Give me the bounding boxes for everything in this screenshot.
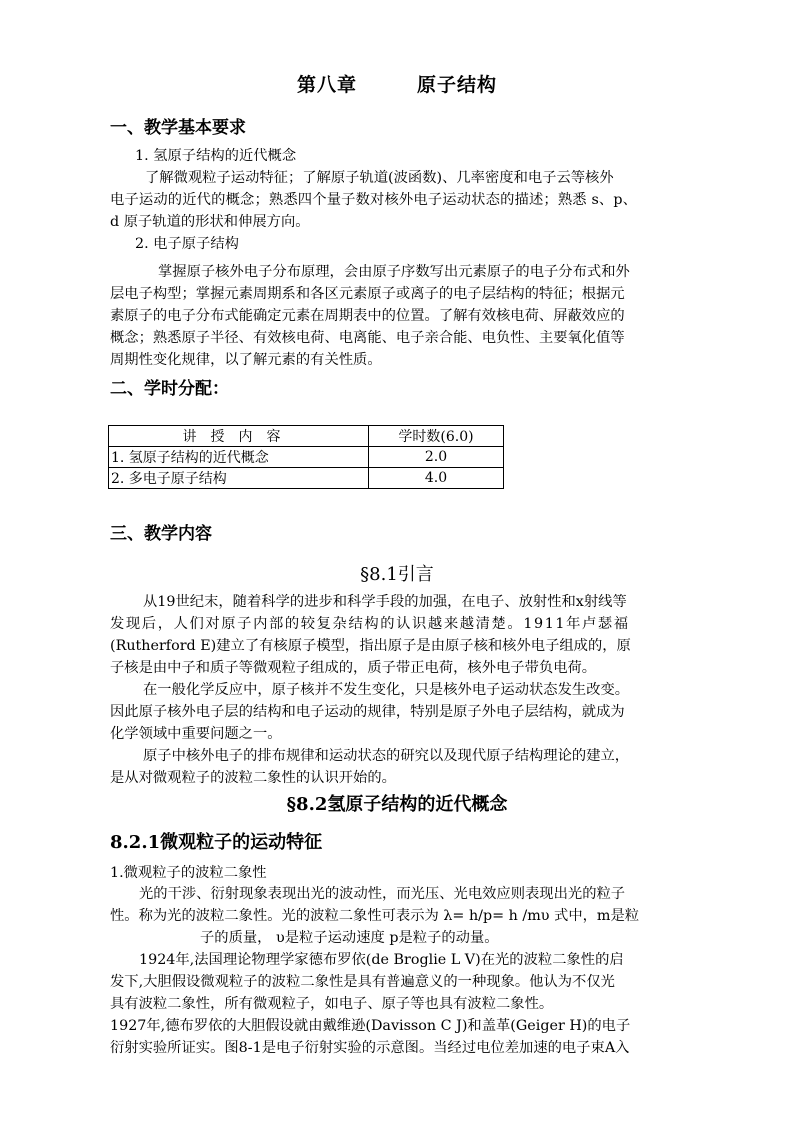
requirement-item-2-line: 层电子构型；掌握元素周期系和各区元素原子或离子的电子层结构的特征；根据元 xyxy=(110,286,625,302)
requirement-item-2-title: 2. 电子原子结构 xyxy=(135,236,239,252)
table-header-cell: 学时数(6.0) xyxy=(369,426,504,447)
intro-line: 化学领域中重要问题之一。 xyxy=(110,726,282,742)
subsection-8-2-1-title: 8.2.1微观粒子的运动特征 xyxy=(110,832,323,853)
table-row xyxy=(109,447,504,468)
chapter-number: 第八章 xyxy=(296,74,357,96)
section-8-2-title: §8.2氢原子结构的近代概念 xyxy=(286,794,508,815)
wave-particle-line: 性。称为光的波粒二象性。光的波粒二象性可表示为 λ= h/p= h /mυ 式中，m是粒 xyxy=(110,908,640,924)
intro-line: 发现后，人们对原子内部的较复杂结构的认识越来越清楚。1911年卢瑟福 xyxy=(110,616,630,632)
table-cell: 2.0 xyxy=(369,447,504,468)
intro-line: 是从对微观粒子的波粒二象性的认识开始的。 xyxy=(110,770,396,786)
intro-line: 在一般化学反应中，原子核并不发生变化，只是核外电子运动状态发生改变。 xyxy=(143,682,630,698)
wave-particle-title: 1.微观粒子的波粒二象性 xyxy=(110,865,267,881)
table-row xyxy=(109,468,504,489)
wave-particle-line: 具有波粒二象性，所有微观粒子，如电子、原子等也具有波粒二象性。 xyxy=(110,996,554,1012)
chapter-name: 原子结构 xyxy=(417,74,498,96)
wave-particle-line: 衍射实验所证实。图8-1是电子衍射实验的示意图。当经过电位差加速的电子束A入 xyxy=(110,1040,630,1056)
chapter-title xyxy=(0,70,794,97)
requirement-item-1-line: 电子运动的近代的概念；熟悉四个量子数对核外电子运动状态的描述；熟悉 s、p、 xyxy=(110,192,638,208)
wave-particle-line: 1927年,德布罗依的大胆假设就由戴维逊(Davisson C J)和盖革(Geiger H)的电子 xyxy=(110,1018,631,1034)
section-heading-requirements: 一、教学基本要求 xyxy=(110,118,246,138)
intro-line: 子核是由中子和质子等微观粒子组成的，质子带正电荷，核外电子带负电荷。 xyxy=(110,660,597,676)
requirement-item-1-line: d 原子轨道的形状和伸展方向。 xyxy=(110,214,310,230)
requirement-item-2-line: 素原子的电子分布式能确定元素在周期表中的位置。了解有效核电荷、屏蔽效应的 xyxy=(110,308,625,324)
wave-particle-line: 光的干涉、衍射现象表现出光的波动性，而光压、光电效应则表现出光的粒子 xyxy=(139,886,626,902)
table-cell: 2. 多电子原子结构 xyxy=(109,468,369,489)
hours-table xyxy=(108,425,504,489)
wave-particle-line: 子的质量， υ是粒子运动速度 p是粒子的动量。 xyxy=(200,930,499,946)
section-heading-content: 三、教学内容 xyxy=(110,524,212,544)
requirement-item-1-line: 了解微观粒子运动特征；了解原子轨道(波函数)、几率密度和电子云等核外 xyxy=(145,170,614,186)
wave-particle-line: 发下,大胆假设微观粒子的波粒二象性是具有普遍意义的一种现象。他认为不仅光 xyxy=(110,974,615,990)
requirement-item-2-line: 掌握原子核外电子分布原理，会由原子序数写出元素原子的电子分布式和外 xyxy=(158,264,630,280)
requirement-item-2-line: 概念；熟悉原子半径、有效核电荷、电离能、电子亲合能、电负性、主要氧化值等 xyxy=(110,330,625,346)
section-8-1-title: §8.1引言 xyxy=(360,564,434,585)
table-row xyxy=(109,426,504,447)
intro-line: 因此原子核外电子层的结构和电子运动的规律，特别是原子外电子层结构，就成为 xyxy=(110,704,625,720)
intro-line: (Rutherford E)建立了有核原子模型，指出原子是由原子核和核外电子组成的，原 xyxy=(110,638,631,654)
intro-line: 原子中核外电子的排布规律和运动状态的研究以及现代原子结构理论的建立， xyxy=(143,748,630,764)
wave-particle-line: 1924年,法国理论物理学家德布罗依(de Broglie L V)在光的波粒二象性的启 xyxy=(139,952,624,968)
table-cell: 4.0 xyxy=(369,468,504,489)
requirement-item-2-line: 周期性变化规律，以了解元素的有关性质。 xyxy=(110,352,382,368)
table-header-cell: 讲授内容 xyxy=(109,426,369,447)
intro-line: 从19世纪末，随着科学的进步和科学手段的加强，在电子、放射性和x射线等 xyxy=(143,594,627,610)
requirement-item-1-title: 1. 氢原子结构的近代概念 xyxy=(135,148,297,164)
table-cell: 1. 氢原子结构的近代概念 xyxy=(109,447,369,468)
section-heading-hours: 二、学时分配： xyxy=(110,379,229,399)
